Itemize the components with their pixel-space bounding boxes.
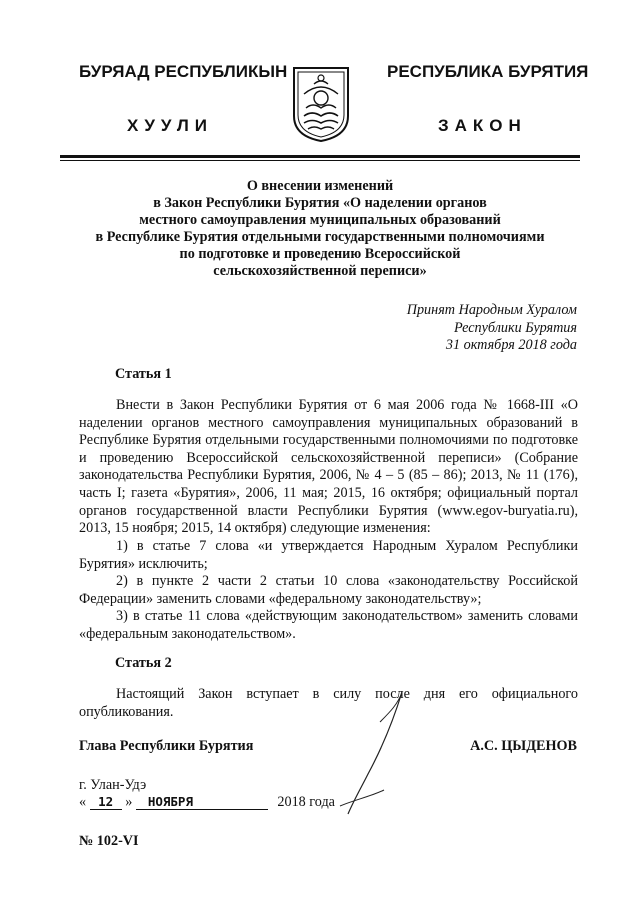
title-line: в Республике Бурятия отдельными государственными полномочиями <box>95 229 545 245</box>
handwritten-signature <box>318 688 438 818</box>
article-1-intro: Внести в Закон Республики Бурятия от 6 мая 2006 года № 1668-III «О наделении органов местного самоуправления муниципальных образований в Республике Бурятия отдельными государственными полномочиями по подготовке и проведению Всероссийской сельскохозяйственной переписи» (Собрание законодательства Республики Бурятия, 2006, № 4 – 5 (85 – 86); 2013, № 11 (176), часть I; газета «Бурятия», 2006, 11 мая; 2015, 16 октября; официальный портал органов государственной власти Республики Бурятия (www.egov-buryatia.ru), 2013, 15 ноября; 2015, 14 октября) следующие изменения: <box>79 397 578 537</box>
law-number: № 102-VI <box>79 833 139 849</box>
law-title <box>60 178 580 280</box>
adoption-line: 31 октября 2018 года <box>445 337 577 353</box>
article-2-text: Настоящий Закон вступает в силу после дня его официального опубликования. <box>79 686 578 720</box>
place-of-signing: г. Улан-Удэ <box>79 777 147 793</box>
article-2-heading: Статья 2 <box>115 655 172 671</box>
date-day: 12 <box>90 794 122 810</box>
title-line: в Закон Республики Бурятия «О наделении органов <box>153 195 487 211</box>
header-left-doc-type: ХУУЛИ <box>127 116 213 135</box>
title-line: О внесении изменений <box>246 178 394 194</box>
header-rule-thick <box>60 155 580 158</box>
signatory-name: А.С. ЦЫДЕНОВ <box>470 738 577 754</box>
header-left-republic: БУРЯАД РЕСПУБЛИКЫН <box>79 62 288 81</box>
article-1-item-2: 2) в пункте 2 части 2 статьи 10 слова «законодательству Российской Федерации» заменить словами «федеральному законодательству»; <box>79 573 578 607</box>
article-1-heading: Статья 1 <box>115 366 172 382</box>
date-close-quote: » <box>125 794 133 810</box>
header-right-doc-type: ЗАКОН <box>438 116 527 135</box>
date-month: НОЯБРЯ <box>136 794 268 810</box>
title-line: местного самоуправления муниципальных образований <box>139 212 501 228</box>
signing-date <box>79 794 335 811</box>
adoption-note <box>407 302 577 355</box>
date-year: 2018 года <box>277 794 335 810</box>
title-line: сельскохозяйственной переписи» <box>213 263 427 279</box>
header-right-republic: РЕСПУБЛИКА БУРЯТИЯ <box>387 62 589 81</box>
header-rule-thin <box>60 160 580 161</box>
title-line: по подготовке и проведению Всероссийской <box>179 246 461 262</box>
date-open-quote: « <box>79 794 87 810</box>
signatory-position: Глава Республики Бурятия <box>79 738 254 754</box>
adoption-line: Принят Народным Хуралом <box>406 302 577 318</box>
adoption-line: Республики Бурятия <box>453 319 577 336</box>
article-1-item-1: 1) в статье 7 слова «и утверждается Народным Хуралом Республики Бурятия» исключить; <box>79 538 578 572</box>
article-1-item-3: 3) в статье 11 слова «действующим законодательством» заменить словами «федеральным законодательством». <box>79 608 578 642</box>
coat-of-arms-emblem <box>290 64 352 144</box>
